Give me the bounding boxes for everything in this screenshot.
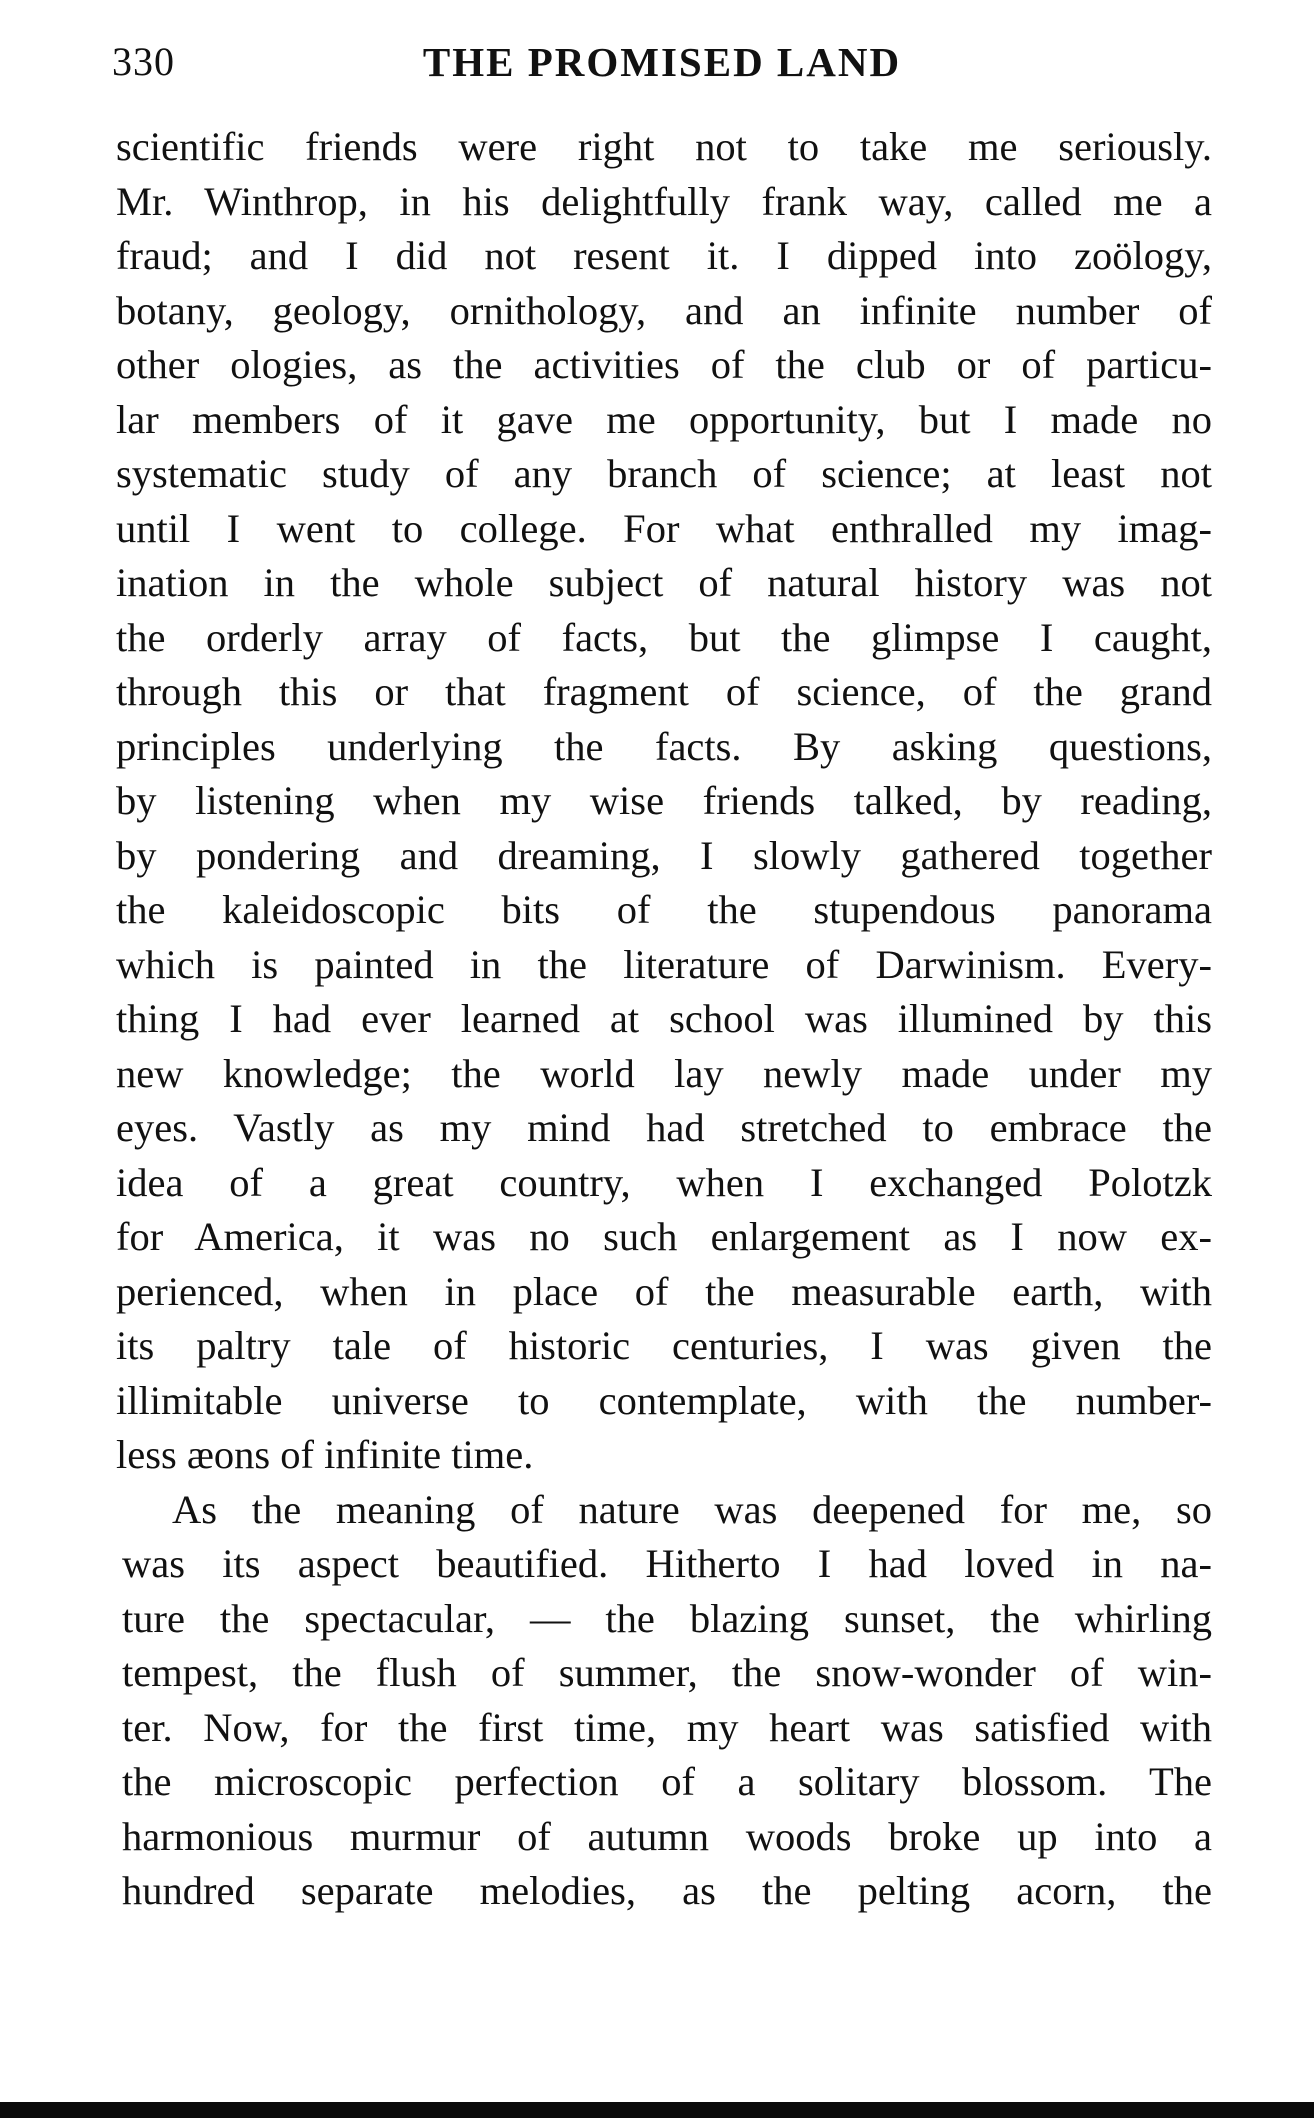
text-line: botany, geology, ornithology, and an infinite number of <box>116 287 1212 333</box>
page-header <box>112 38 1212 88</box>
running-title: THE PROMISED LAND <box>422 39 902 85</box>
text-line: As the meaning of nature was deepened for me, so <box>172 1486 1212 1532</box>
text-line: harmonious murmur of autumn woods broke up into a <box>122 1813 1212 1859</box>
text-line: perienced, when in place of the measurable earth, with <box>116 1268 1212 1314</box>
text-line: eyes. Vastly as my mind had stretched to embrace the <box>116 1105 1212 1150</box>
text-line: the kaleidoscopic bits of the stupendous panorama <box>116 887 1212 932</box>
text-line: illimitable universe to contemplate, with the number- <box>116 1377 1212 1423</box>
text-line: its paltry tale of historic centuries, I was given the <box>116 1323 1212 1368</box>
text-line: tempest, the flush of summer, the snow-wonder of win- <box>122 1650 1212 1695</box>
text-line: other ologies, as the activities of the club or of particu- <box>116 342 1212 387</box>
text-line: through this or that fragment of science, of the grand <box>116 669 1212 714</box>
text-line: ture the spectacular, — the blazing sunset, the whirling <box>122 1595 1212 1641</box>
text-line: was its aspect beautified. Hitherto I had loved in na- <box>122 1541 1212 1586</box>
text-line: ination in the whole subject of natural history was not <box>116 560 1212 605</box>
text-line: systematic study of any branch of science; at least not <box>116 451 1212 496</box>
paragraph-2 <box>122 1483 1212 1919</box>
text-line: scientific friends were right not to take me seriously. <box>116 124 1212 169</box>
text-line: the microscopic perfection of a solitary blossom. The <box>122 1759 1212 1804</box>
text-line: ter. Now, for the first time, my heart was satisfied with <box>122 1704 1212 1750</box>
text-line: new knowledge; the world lay newly made under my <box>116 1050 1212 1096</box>
text-line: less æons of infinite time. <box>116 1432 534 1477</box>
text-line: which is painted in the literature of Darwinism. Every- <box>116 941 1212 987</box>
text-line: idea of a great country, when I exchanged Polotzk <box>116 1159 1212 1205</box>
text-line: the orderly array of facts, but the glimpse I caught, <box>116 614 1212 660</box>
text-line: hundred separate melodies, as the pelting acorn, the <box>122 1868 1212 1913</box>
text-line: lar members of it gave me opportunity, but I made no <box>116 396 1212 442</box>
text-line: Mr. Winthrop, in his delightfully frank way, called me a <box>116 178 1212 224</box>
text-line: fraud; and I did not resent it. I dipped into zoölogy, <box>116 233 1212 278</box>
text-line: thing I had ever learned at school was illumined by this <box>116 996 1212 1041</box>
page-number: 330 <box>112 39 175 84</box>
paragraph-1 <box>116 120 1212 1483</box>
text-line: by listening when my wise friends talked, by reading, <box>116 778 1212 823</box>
text-line: until I went to college. For what enthralled my imag- <box>116 505 1212 551</box>
bottom-border-rule <box>0 2102 1314 2118</box>
text-line: principles underlying the facts. By asking questions, <box>116 723 1212 769</box>
text-line: by pondering and dreaming, I slowly gathered together <box>116 832 1212 878</box>
body-text <box>116 120 1212 1919</box>
text-line: for America, it was no such enlargement as I now ex- <box>116 1214 1212 1259</box>
